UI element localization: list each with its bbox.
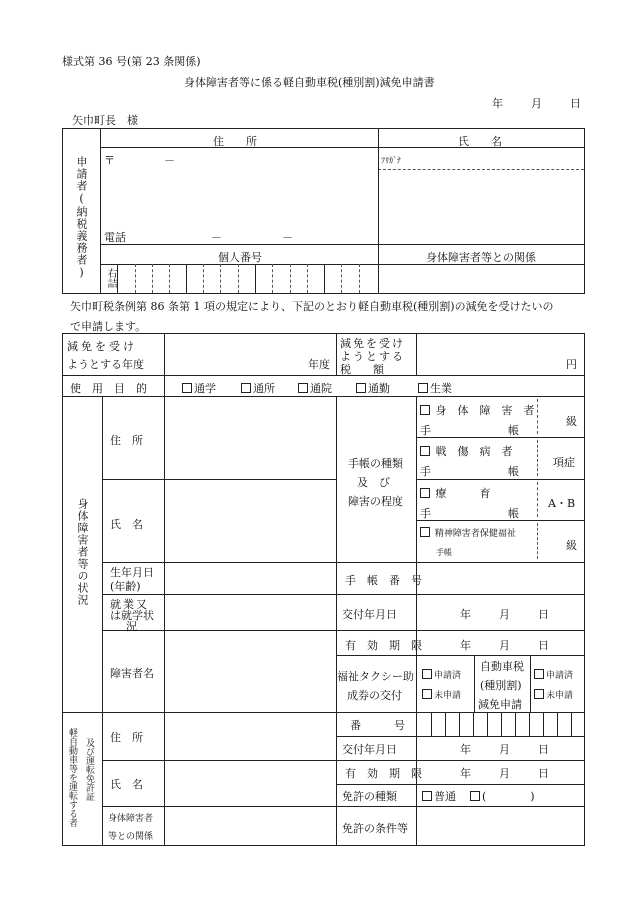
tax-label-1: 減免を受け [340,337,405,350]
applicant-name-header: 氏 名 [458,135,502,148]
disabled-name-label: 障害者名 [110,667,154,680]
cartax-applied[interactable] [534,668,573,681]
notebook-number-label: 手 帳 番 号 [345,574,422,587]
postal-mark: 〒 [104,154,115,167]
cartax-not-applied-label: 未申請 [546,691,574,701]
taxi-applied-label: 申請済 [434,671,462,681]
purpose-commute-school[interactable] [182,380,216,396]
license-type-standard-label: 普通 [434,790,456,803]
car-tax-label-1: 自動車税 [480,660,524,673]
purpose-hospital[interactable] [298,380,332,396]
checkbox-icon[interactable] [420,488,430,498]
notebook-label-1: 手帳の種類 [348,457,403,470]
nb-rehab-grade: A・B [548,497,576,510]
license-type-other[interactable] [470,788,535,804]
car-tax-label-2: (種別割) [480,679,522,692]
status-name-label: 氏 名 [110,518,143,531]
cartax-applied-label: 申請済 [546,671,574,681]
license-conditions-label: 免許の条件等 [342,822,408,835]
license-type-label: 免許の種類 [342,790,397,803]
nb-rehab-option[interactable] [420,485,491,501]
checkbox-icon[interactable] [241,383,251,393]
tax-amount-field[interactable] [420,338,560,372]
statement-line-1: 矢巾町税条例第 86 条第 1 項の規定により、下記のとおり軽自動車税(種別割)の減免を受けたいの [70,300,554,313]
car-tax-label-3: 減免申請 [478,698,522,711]
license-type-other-label: ( ) [482,790,535,803]
purpose-commute-facility[interactable] [241,380,275,396]
driver-name-field[interactable] [168,764,332,803]
nb-mental-label: 精神障害者保健福祉 [434,529,516,539]
driver-side-label-1: 軽自動車等を運転する者 [67,728,77,827]
license-issue-value[interactable]: 年 月 日 [460,743,551,756]
taxi-applied[interactable] [422,668,461,681]
checkbox-icon[interactable] [182,383,192,393]
license-valid-value[interactable]: 年 月 日 [460,767,551,780]
taxi-not-applied-label: 未申請 [434,691,462,701]
issue-date-label: 交付年月日 [342,608,397,621]
purpose-label-0: 通学 [194,382,216,395]
applicant-side-label: 申請者(納税義務者) [75,156,88,280]
checkbox-icon[interactable] [418,383,428,393]
driver-name-label: 氏 名 [110,778,143,791]
driver-side-label-2: 及び運転免許証 [84,738,94,801]
phone-dash-2: － [282,231,293,244]
nb-physical-grade: 級 [566,415,577,428]
valid-label: 有 効 期 限 [345,639,422,652]
tax-unit: 円 [566,358,577,371]
license-issue-label: 交付年月日 [342,743,397,756]
nb-physical-label-2: 手 帳 [420,424,519,437]
birth-label-2: (年齢) [110,580,141,593]
nb-rehab-label: 療 育 [435,487,491,500]
checkbox-icon[interactable] [534,669,544,679]
postal-dash: － [164,154,175,167]
license-type-standard[interactable] [422,788,456,804]
applicant-address-field[interactable] [105,172,375,224]
employment-field[interactable] [168,598,332,628]
purpose-label-3: 通勤 [368,382,390,395]
form-number: 様式第 36 号(第 23 条関係) [62,55,201,68]
mynumber-header: 個人番号 [218,251,262,264]
driver-relation-field[interactable] [168,810,332,842]
nb-war-grade: 項症 [553,456,575,469]
purpose-label-1: 通所 [253,382,275,395]
purpose-label-4: 生業 [430,382,452,395]
nb-mental-grade: 級 [566,539,577,552]
employ-label-2: は就学状 [110,609,154,622]
mynumber-right-aligned-label: 右詰 [105,268,116,288]
checkbox-icon[interactable] [470,791,480,801]
birth-label-1: 生年月日 [110,566,154,579]
employ-label-1: 就業又 [110,598,149,611]
license-valid-label: 有 効 期 限 [345,767,422,780]
checkbox-icon[interactable] [420,446,430,456]
applicant-name-field[interactable] [380,172,582,242]
checkbox-icon[interactable] [420,405,430,415]
disability-name-field[interactable] [168,634,332,709]
status-address-label: 住 所 [110,434,143,447]
nb-rehab-label-2: 手 帳 [420,507,519,520]
tax-label-3: 税 額 [340,363,384,376]
tax-label-2: ようとする [340,350,405,363]
notebook-label-3: 障害の程度 [348,495,403,508]
purpose-label-2: 通院 [310,382,332,395]
phone-label: 電話 [104,231,126,244]
nb-war-label: 戦 傷 病 者 [435,445,513,458]
year-unit: 年度 [308,358,330,371]
form-title: 身体障害者等に係る軽自動車税(種別割)減免申請書 [184,76,435,89]
birth-field[interactable] [168,566,332,591]
checkbox-icon[interactable] [534,689,544,699]
relation-header: 身体障害者等との関係 [426,251,536,264]
taxi-not-applied[interactable] [422,688,461,701]
checkbox-icon[interactable] [422,669,432,679]
notebook-label-2: 及 び [357,476,390,489]
purpose-business[interactable] [418,380,452,396]
driver-address-field[interactable] [168,716,332,757]
nb-mental-option[interactable] [420,526,516,539]
furigana-label: ﾌﾘｶﾞﾅ [381,156,401,165]
checkbox-icon[interactable] [420,527,430,537]
nb-physical-label: 身 体 障 害 者 [435,404,535,417]
issue-date-value[interactable]: 年 月 日 [460,608,551,621]
year-label-1: 減免を受け [67,340,137,353]
driver-relation-label-1: 身体障害者 [108,814,154,824]
purpose-work[interactable] [356,380,390,396]
cartax-not-applied[interactable] [534,688,573,701]
nb-mental-label-2: 手帳 [436,548,452,557]
purpose-label: 使 用 目 的 [70,382,147,395]
license-conditions-field[interactable] [420,810,580,842]
license-number-label: 番 号 [350,719,405,732]
valid-value[interactable]: 年 月 日 [460,639,551,652]
nb-war-label-2: 手 帳 [420,465,519,478]
addressee: 矢巾町長 様 [72,114,138,127]
driver-address-label: 住 所 [110,731,143,744]
phone-dash-1: － [211,231,222,244]
nb-war-option[interactable] [420,443,513,459]
checkbox-icon[interactable] [356,383,366,393]
year-label-2: ようとする年度 [67,358,144,371]
statement-line-2: で申請します。 [70,320,147,333]
checkbox-icon[interactable] [298,383,308,393]
status-side-label: 身体障害者等の状況 [76,498,89,606]
taxi-label-1: 福祉タクシー助 [337,670,414,683]
status-address-field[interactable] [168,400,332,476]
employ-label-3: 況 [126,620,137,633]
driver-relation-label-2: 等との関係 [108,832,154,842]
checkbox-icon[interactable] [422,791,432,801]
taxi-label-2: 成券の交付 [347,689,402,702]
notebook-number-field[interactable] [420,566,580,591]
application-date[interactable]: 年 月 日 [492,97,583,110]
year-field[interactable] [168,338,304,372]
checkbox-icon[interactable] [422,689,432,699]
nb-physical-option[interactable] [420,402,535,418]
applicant-address-header: 住 所 [213,135,257,148]
status-name-field[interactable] [168,483,332,559]
